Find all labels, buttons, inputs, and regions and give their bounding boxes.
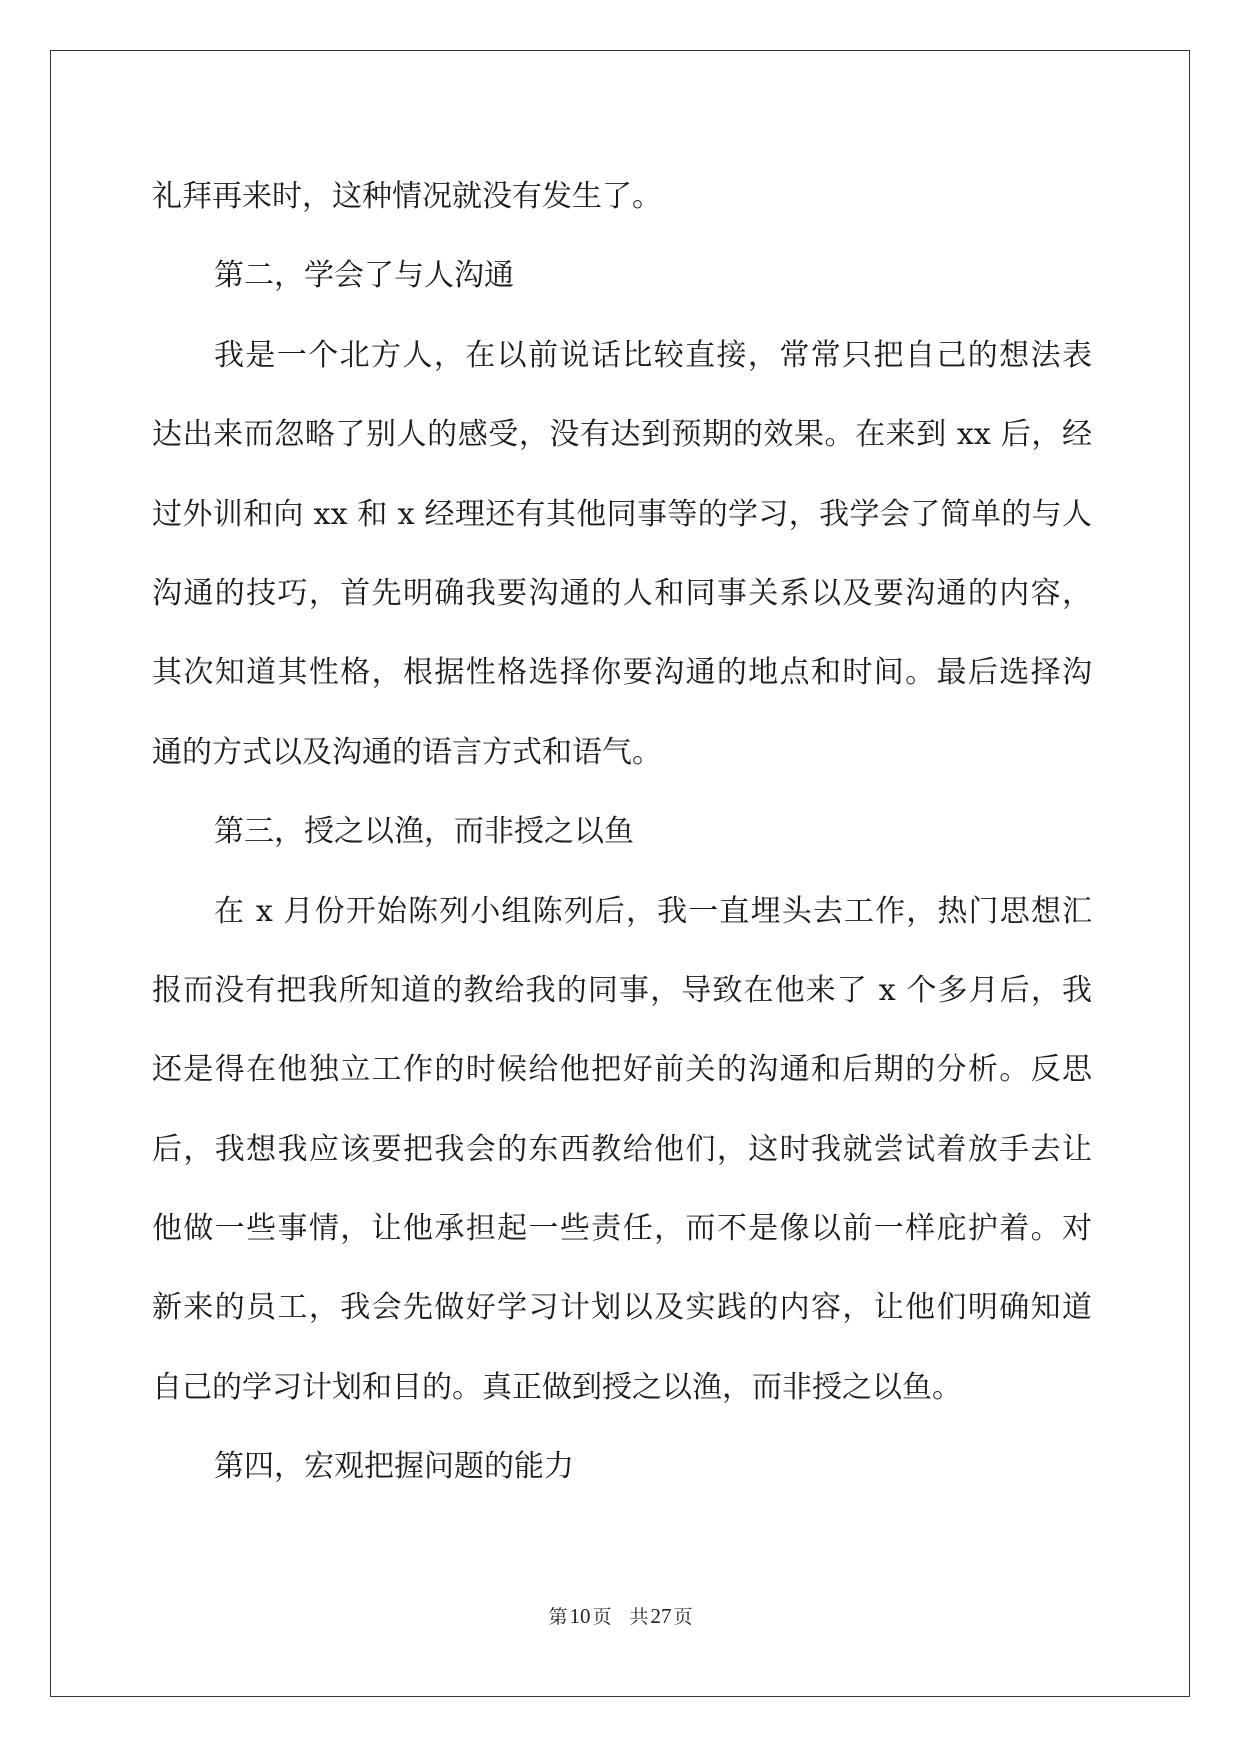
text-line: 第二，学会了与人沟通	[214, 258, 514, 294]
text-line: 过外训和向 xx 和 x 经理还有其他同事等的学习，我学会了简单的与人	[152, 496, 1092, 532]
footer-page-suffix: 页	[592, 1606, 612, 1628]
text-line: 沟通的技巧，首先明确我要沟通的人和同事关系以及要沟通的内容，	[152, 575, 1092, 611]
footer-total-pages: 27	[650, 1604, 672, 1628]
footer-page-number: 10	[569, 1604, 591, 1628]
text-line: 我是一个北方人，在以前说话比较直接，常常只把自己的想法表	[214, 337, 1092, 373]
footer-total-suffix: 页	[673, 1606, 693, 1628]
text-line: 其次知道其性格，根据性格选择你要沟通的地点和时间。最后选择沟	[152, 655, 1092, 691]
text-line: 后，我想我应该要把我会的东西教给他们，这时我就尝试着放手去让	[152, 1131, 1092, 1167]
text-line: 第四，宏观把握问题的能力	[214, 1449, 574, 1485]
text-line: 第三，授之以渔，而非授之以鱼	[214, 814, 634, 850]
footer-page-prefix: 第	[548, 1606, 568, 1628]
document-body	[152, 157, 1092, 1507]
text-line: 通的方式以及沟通的语言方式和语气。	[152, 734, 662, 770]
text-line: 自己的学习计划和目的。真正做到授之以渔，而非授之以鱼。	[152, 1369, 962, 1405]
text-line: 他做一些事情，让他承担起一些责任，而不是像以前一样庇护着。对	[152, 1211, 1092, 1247]
text-line: 新来的员工，我会先做好学习计划以及实践的内容，让他们明确知道	[152, 1290, 1092, 1326]
page-footer	[0, 1602, 1241, 1629]
text-line: 达出来而忽略了别人的感受，没有达到预期的效果。在来到 xx 后，经	[152, 417, 1092, 453]
footer-total-prefix: 共	[629, 1606, 649, 1628]
text-line: 还是得在他独立工作的时候给他把好前关的沟通和后期的分析。反思	[152, 1052, 1092, 1088]
text-line: 在 x 月份开始陈列小组陈列后，我一直埋头去工作，热门思想汇	[214, 893, 1092, 929]
text-line: 礼拜再来时，这种情况就没有发生了。	[152, 179, 662, 214]
text-line: 报而没有把我所知道的教给我的同事，导致在他来了 x 个多月后，我	[152, 972, 1092, 1008]
